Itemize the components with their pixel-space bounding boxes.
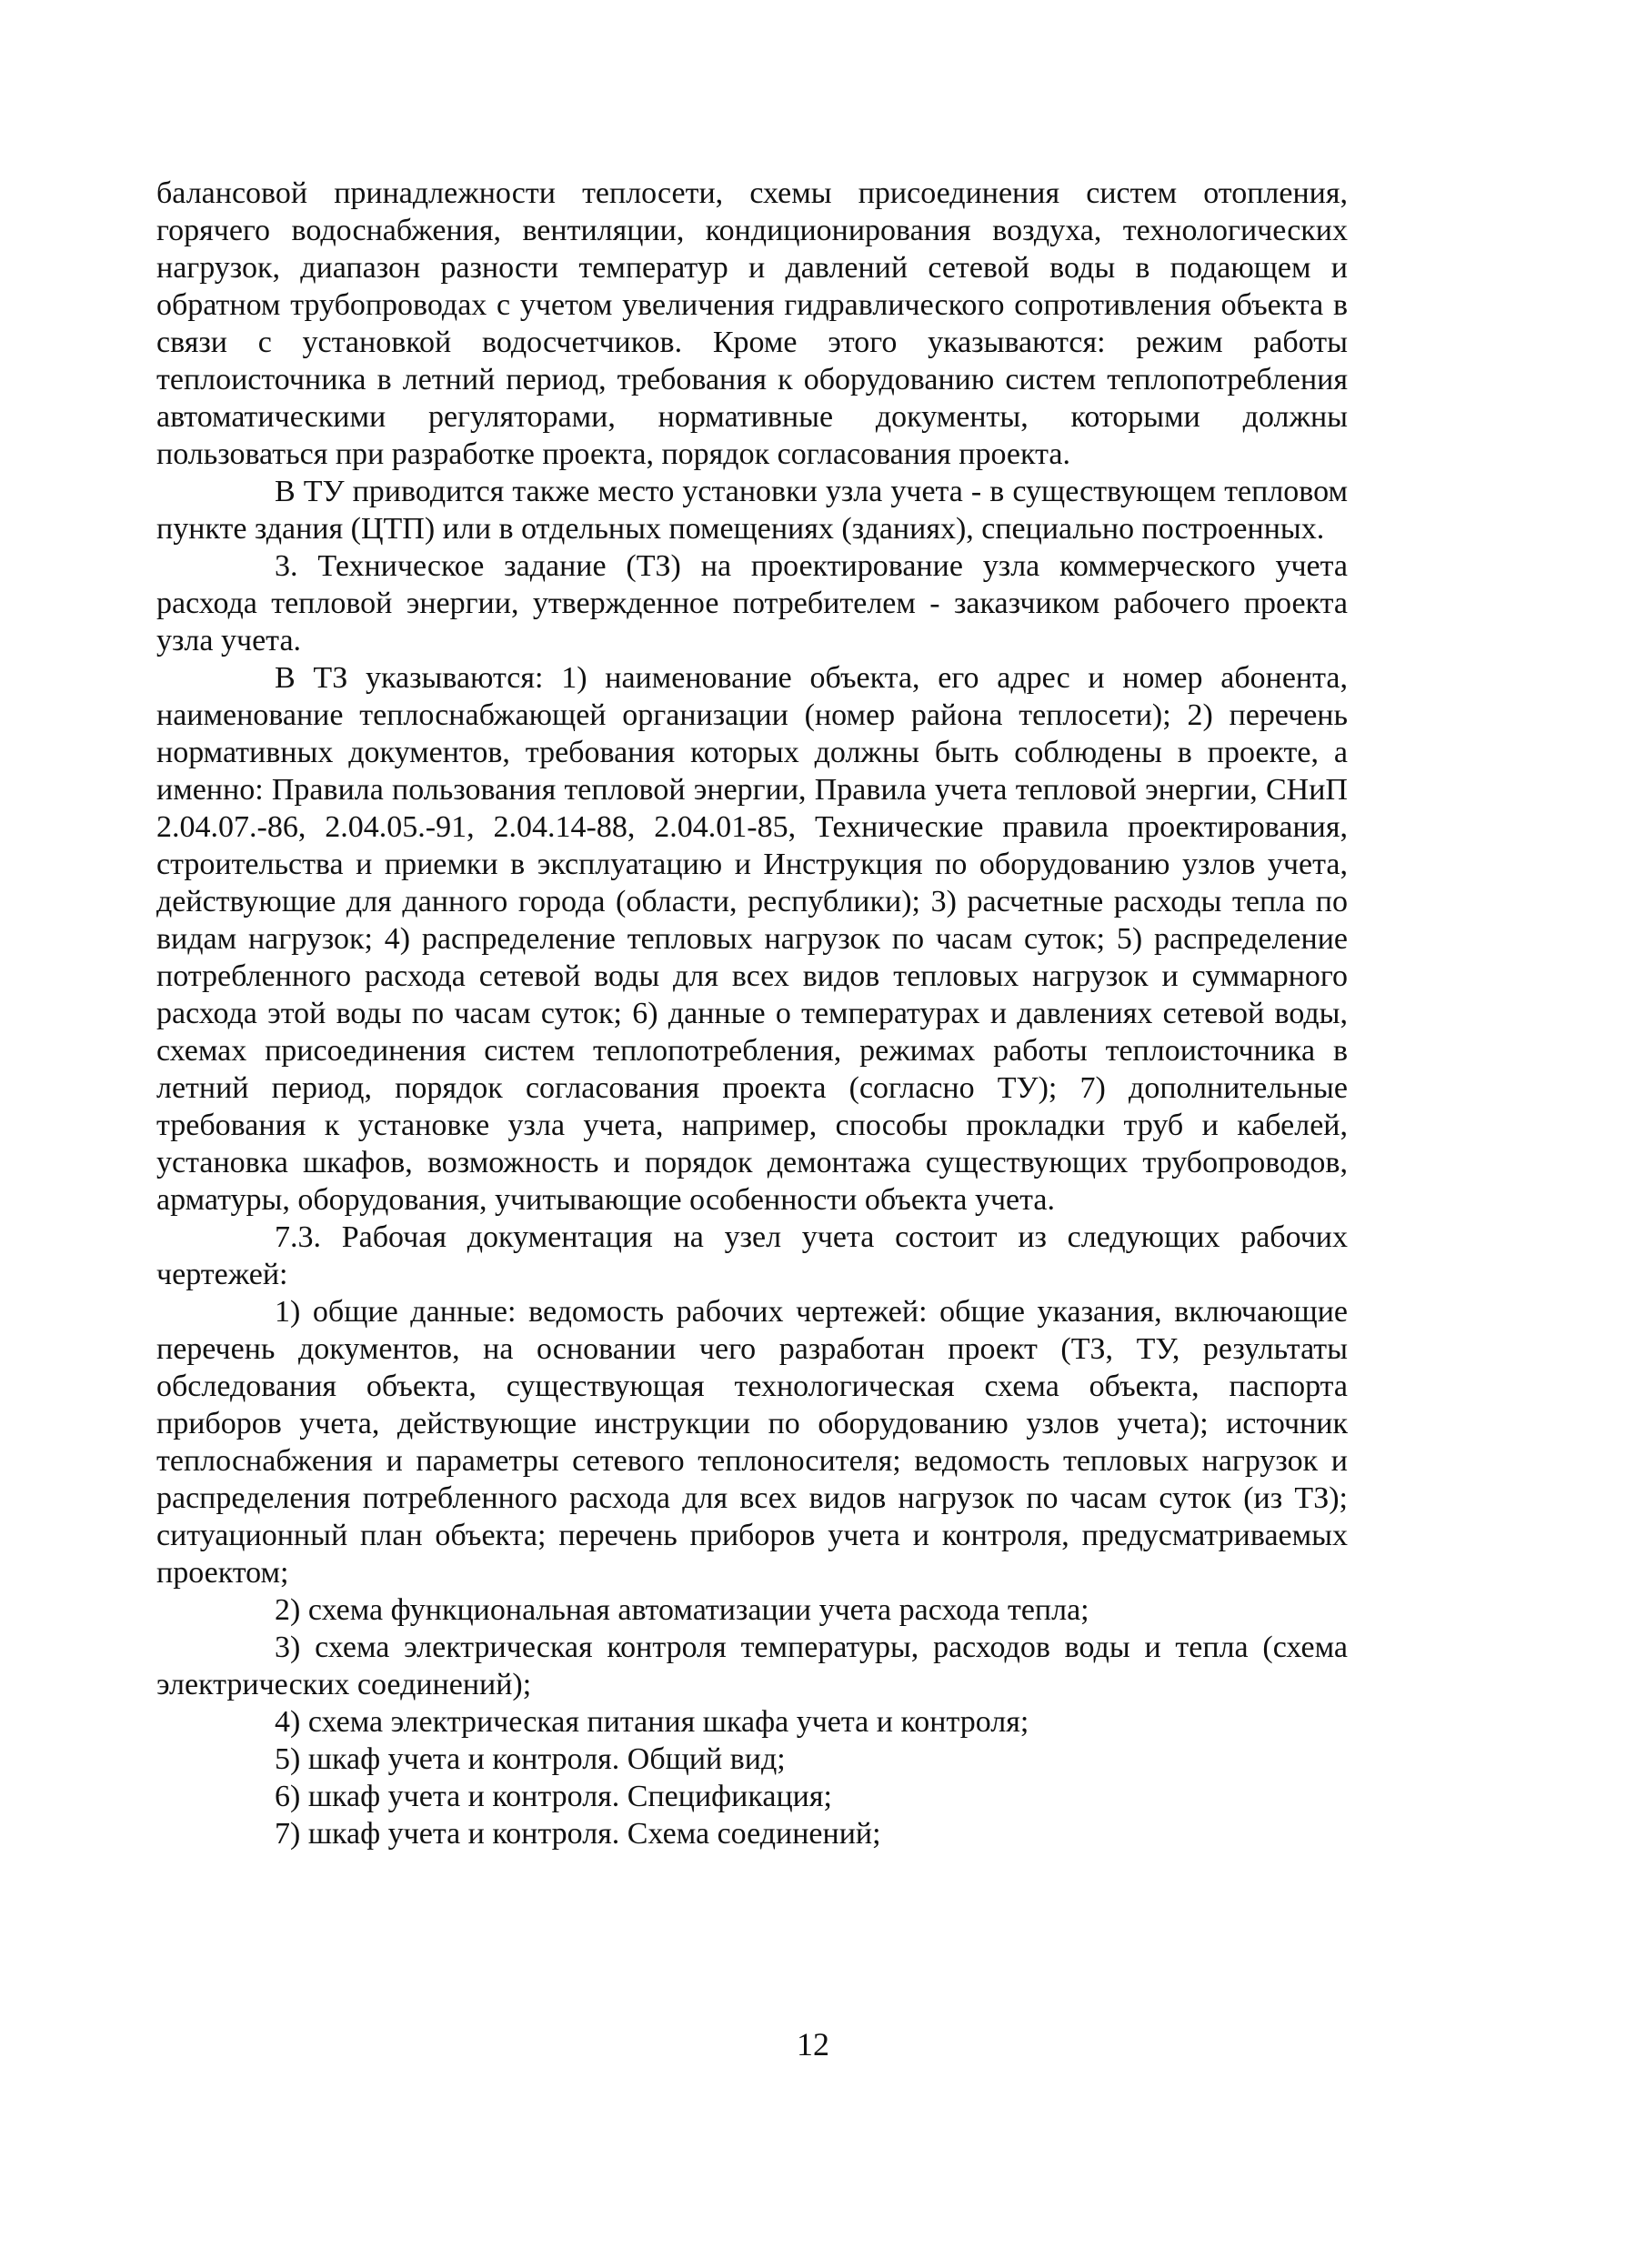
paragraph-tz-contents: В ТЗ указываются: 1) наименование объекта, его адрес и номер абонента, наименование теплоснабжающей организации (номер района теплосети); 2) перечень нормативных документов, требования которых должны быть соблюдены в проекте, а именно: Правила пользования тепловой энергии, Правила учета тепловой энергии, СНиП 2.04.07.-86, 2.04.05.-91, 2.04.14-88, 2.04.01-85, Технические правила проектирования, строительства и приемки в эксплуатацию и Инструкция по оборудованию узлов учета, действующие для данного города (области, республики); 3) расчетные расходы тепла по видам нагрузок; 4) распределение тепловых нагрузок по часам суток; 5) распределение потребленного расхода сетевой воды для всех видов тепловых нагрузок и суммарного расхода этой воды по часам суток; 6) данные о температурах и давлениях сетевой воды, схемах присоединения систем теплопотребления, режимах работы теплоисточника в летний период, порядок согласования проекта (согласно ТУ); 7) дополнительные требования к установке узла учета, например, способы прокладки труб и кабелей, установка шкафов, возможность и порядок демонтажа существующих трубопроводов, арматуры, оборудования, учитывающие особенности объекта учета. (156, 661, 1348, 1217)
list-item-general-data: 1) общие данные: ведомость рабочих чертежей: общие указания, включающие перечень документов, на основании чего разработан проект (ТЗ, ТУ, результаты обследования объекта, существующая технологическая схема объекта, паспорта приборов учета, действующие инструкции по оборудованию узлов учета); источник теплоснабжения и параметры сетевого теплоносителя; ведомость тепловых нагрузок и распределения потребленного расхода для всех видов нагрузок по часам суток (из ТЗ); ситуационный план объекта; перечень приборов учета и контроля, предусматриваемых проектом; (156, 1295, 1348, 1590)
paragraph-requirements-continued: балансовой принадлежности теплосети, схемы присоединения систем отопления, горячего водоснабжения, вентиляции, кондиционирования воздуха, технологических нагрузок, диапазон разности температур и давлений сетевой воды в подающем и обратном трубопроводах с учетом увеличения гидравлического сопротивления объекта в связи с установкой водосчетчиков. Кроме этого указываются: режим работы теплоисточника в летний период, требования к оборудованию систем теплопотребления автоматическими регуляторами, нормативные документы, которыми должны пользоваться при разработке проекта, порядок согласования проекта. (156, 176, 1348, 471)
list-item-cabinet-connections: 7) шкаф учета и контроля. Схема соединений; (275, 1817, 881, 1851)
paragraph-technical-assignment: 3. Техническое задание (ТЗ) на проектирование узла коммерческого учета расхода тепловой энергии, утвержденное потребителем - заказчиком рабочего проекта узла учета. (156, 549, 1348, 657)
body-text (156, 175, 1348, 1852)
list-item-cabinet-specification: 6) шкаф учета и контроля. Спецификация; (275, 1780, 832, 1813)
paragraph-tu-location: В ТУ приводится также место установки узла учета - в существующем тепловом пункте здания (ЦТП) или в отдельных помещениях (зданиях), специально построенных. (156, 475, 1348, 546)
list-item-cabinet-general-view: 5) шкаф учета и контроля. Общий вид; (275, 1742, 786, 1776)
list-item-power-scheme: 4) схема электрическая питания шкафа учета и контроля; (275, 1705, 1029, 1739)
list-item-electrical-control-scheme: 3) схема электрическая контроля температуры, расходов воды и тепла (схема электрических соединений); (156, 1631, 1348, 1701)
paragraph-working-documentation: 7.3. Рабочая документация на узел учета состоит из следующих рабочих чертежей: (156, 1220, 1348, 1291)
list-item-functional-scheme: 2) схема функциональная автоматизации учета расхода тепла; (275, 1593, 1089, 1627)
page-number: 12 (797, 2026, 829, 2062)
